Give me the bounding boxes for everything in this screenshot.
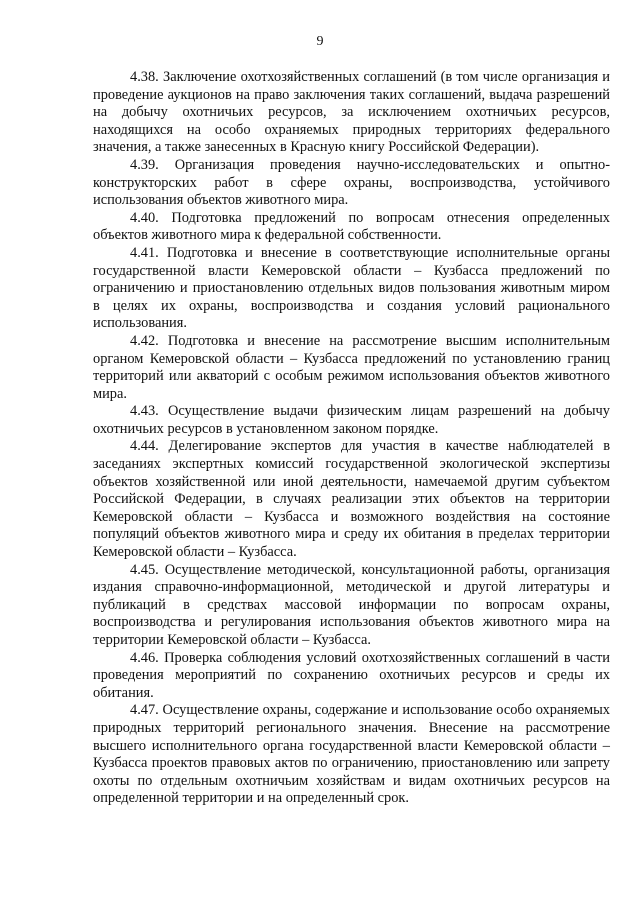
paragraph-4-45: 4.45. Осуществление методической, консультационной работы, организация издания справочно-информационной, методической и другой литературы и публикаций в средствах массовой информации по вопросам охраны, воспроизводства и регулирования использования объектов животного мира на территории Кемеровской области – Кузбасса.: [93, 561, 610, 648]
page-number: 9: [316, 34, 324, 49]
paragraph-4-38: 4.38. Заключение охотхозяйственных соглашений (в том числе организация и проведение аукционов на право заключения таких соглашений, выдача разрешений на добычу охотничьих ресурсов, за исключением охотничьих ресурсов, находящихся на особо охраняемых природных территориях федерального значения, а также занесенных в Красную книгу Российской Федерации).: [93, 69, 610, 156]
paragraph-4-43: 4.43. Осуществление выдачи физическим лицам разрешений на добычу охотничьих ресурсов в установленном законом порядке.: [93, 403, 610, 437]
paragraph-4-46: 4.46. Проверка соблюдения условий охотхозяйственных соглашений в части проведения мероприятий по сохранению охотничьих ресурсов и среды их обитания.: [93, 649, 610, 701]
paragraph-4-39: 4.39. Организация проведения научно-исследовательских и опытно-конструкторских работ в сфере охраны, воспроизводства, устойчивого использования объектов животного мира.: [93, 156, 610, 209]
paragraph-4-47: 4.47. Осуществление охраны, содержание и использование особо охраняемых природных территорий регионального значения. Внесение на рассмотрение высшего исполнительного органа государственной власти Кемеровской области – Кузбасса проектов правовых актов по ограничению, приостановлению или запрету охоты по отдельным охотничьим хозяйствам и видам охотничьих ресурсов на определенной территории и на определенный срок.: [93, 702, 610, 807]
paragraph-4-42: 4.42. Подготовка и внесение на рассмотрение высшим исполнительным органом Кемеровской области – Кузбасса предложений по установлению границ территорий или акваторий с особым режимом использования объектов животного мира.: [93, 332, 610, 402]
paragraph-4-40: 4.40. Подготовка предложений по вопросам отнесения определенных объектов животного мира к федеральной собственности.: [93, 209, 610, 244]
paragraph-4-44: 4.44. Делегирование экспертов для участия в качестве наблюдателей в заседаниях экспертных комиссий государственной экологической экспертизы объектов хозяйственной или иной деятельности, намечаемой другим субъектом Российской Федерации, в случаях реализации этих объектов на территории Кемеровской области – Кузбасса и возможного воздействия на состояние популяций объектов животного мира и среду их обитания в пределах территории Кемеровской области – Кузбасса.: [93, 438, 610, 561]
paragraph-4-41: 4.41. Подготовка и внесение в соответствующие исполнительные органы государственной власти Кемеровской области – Кузбасса предложений по ограничению и приостановлению отдельных видов пользования животным миром в целях их охраны, воспроизводства и создания условий рационального использования.: [93, 244, 610, 332]
document-body: [93, 69, 610, 808]
